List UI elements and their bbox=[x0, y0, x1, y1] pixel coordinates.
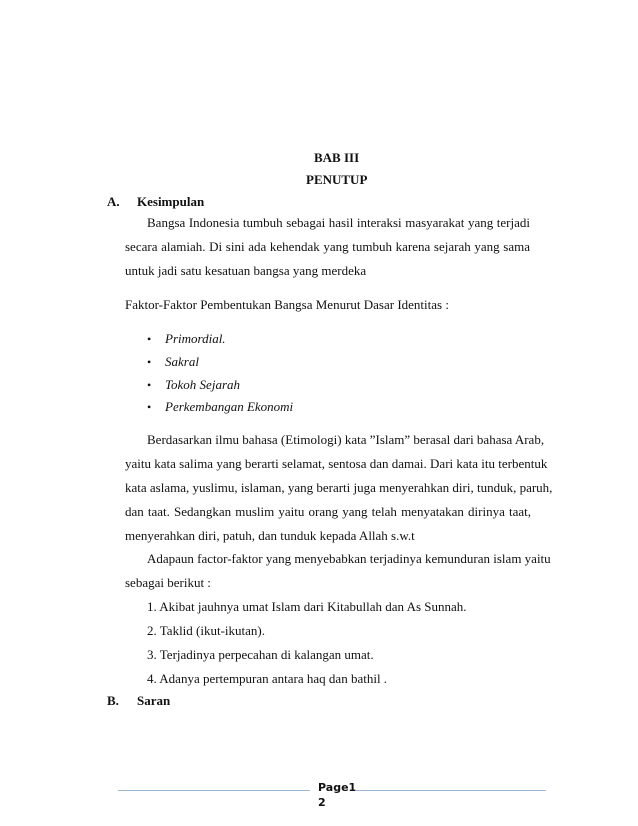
section-a-heading: Kesimpulan bbox=[137, 194, 205, 209]
factor-item: Tokoh Sejarah bbox=[165, 377, 240, 392]
bullet-icon: • bbox=[147, 355, 152, 369]
cause-item: 2. Taklid (ikut-ikutan). bbox=[147, 623, 265, 638]
footer-rule-left bbox=[118, 790, 310, 791]
paragraph3-line: sebagai berikut : bbox=[125, 575, 211, 590]
paragraph1-line: Bangsa Indonesia tumbuh sebagai hasil interaksi masyarakat yang terjadi bbox=[147, 215, 530, 230]
factor-item: Primordial. bbox=[165, 331, 226, 346]
factors-intro: Faktor-Faktor Pembentukan Bangsa Menurut Dasar Identitas : bbox=[125, 297, 449, 312]
cause-item: 4. Adanya pertempuran antara haq dan bathil . bbox=[147, 671, 388, 686]
paragraph2-line: dan taat. Sedangkan muslim yaitu orang yang telah menyatakan dirinya taat, bbox=[125, 504, 531, 519]
chapter-title: PENUTUP bbox=[306, 172, 368, 187]
footer-page-number: 2 bbox=[318, 796, 326, 809]
chapter-number: BAB III bbox=[314, 150, 360, 165]
cause-item: 3. Terjadinya perpecahan di kalangan umat. bbox=[147, 647, 374, 662]
footer-rule-right bbox=[356, 790, 546, 791]
paragraph2-line: menyerahkan diri, patuh, dan tunduk kepada Allah s.w.t bbox=[125, 528, 415, 543]
factor-item: Sakral bbox=[165, 354, 199, 369]
cause-item: 1. Akibat jauhnya umat Islam dari Kitabullah dan As Sunnah. bbox=[147, 599, 467, 614]
bullet-icon: • bbox=[147, 332, 152, 346]
footer-page-label: Page1 bbox=[318, 781, 357, 794]
bullet-icon: • bbox=[147, 400, 152, 414]
paragraph1-line: untuk jadi satu kesatuan bangsa yang merdeka bbox=[125, 263, 367, 278]
paragraph3-line: Adapaun factor-faktor yang menyebabkan terjadinya kemunduran islam yaitu bbox=[147, 551, 551, 566]
section-a-letter: A. bbox=[107, 194, 120, 209]
paragraph2-line: yaitu kata salima yang berarti selamat, sentosa dan damai. Dari kata itu terbentuk bbox=[125, 456, 548, 471]
factor-item: Perkembangan Ekonomi bbox=[165, 399, 294, 414]
section-b-heading: Saran bbox=[137, 693, 171, 708]
section-b-letter: B. bbox=[107, 693, 119, 708]
paragraph2-line: kata aslama, yuslimu, islaman, yang berarti juga menyerahkan diri, tunduk, paruh, bbox=[125, 480, 553, 495]
paragraph2-line: Berdasarkan ilmu bahasa (Etimologi) kata ”Islam” berasal dari bahasa Arab, bbox=[147, 432, 545, 447]
bullet-icon: • bbox=[147, 378, 152, 392]
paragraph1-line: secara alamiah. Di sini ada kehendak yang tumbuh karena sejarah yang sama bbox=[125, 239, 530, 254]
